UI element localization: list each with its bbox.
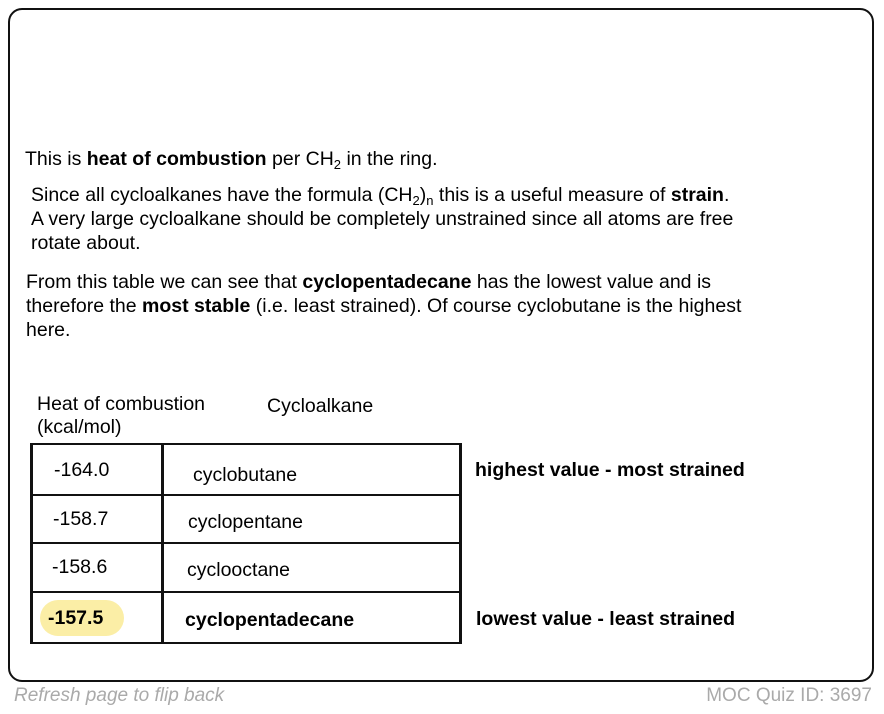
header-heat-line1: Heat of combustion [37, 393, 206, 415]
conclusion-paragraph-line1: From this table we can see that cyclopentadecane has the lowest value and is [26, 271, 712, 293]
header-cycloalkane: Cycloalkane [267, 395, 374, 417]
conclusion-paragraph-line3: here. [26, 319, 71, 341]
table-row-divider [30, 494, 461, 496]
table-bottom-border [30, 642, 461, 644]
heat-value: -157.5 [48, 607, 104, 629]
heat-value: -164.0 [54, 459, 110, 481]
table-top-border [30, 443, 461, 445]
quiz-id: MOC Quiz ID: 3697 [706, 685, 872, 706]
table-row-divider [30, 542, 461, 544]
conclusion-paragraph-line2: therefore the most stable (i.e. least strained). Of course cyclobutane is the highest [26, 295, 742, 317]
cycloalkane-name: cyclobutane [193, 464, 298, 486]
cycloalkane-name: cyclooctane [187, 559, 290, 581]
header-heat-line2: (kcal/mol) [37, 416, 122, 438]
heat-value: -158.7 [53, 508, 109, 530]
flashcard [8, 8, 874, 682]
cycloalkane-name: cyclopentadecane [185, 609, 355, 631]
intro-line: This is heat of combustion per $CH_2$ in the ring. [25, 148, 438, 172]
table-row-divider [30, 591, 461, 593]
strain-paragraph-line3: rotate about. [31, 232, 141, 254]
table-left-border [30, 443, 33, 644]
table-column-divider [161, 443, 164, 644]
cycloalkane-name: cyclopentane [188, 511, 303, 533]
refresh-flip-link[interactable]: Refresh page to flip back [14, 685, 225, 706]
row-annotation: lowest value - least strained [476, 608, 736, 630]
strain-paragraph-line2: A very large cycloalkane should be completely unstrained since all atoms are free [31, 208, 734, 230]
heat-value: -158.6 [52, 556, 108, 578]
row-annotation: highest value - most strained [475, 459, 745, 481]
strain-paragraph-line1: Since all cycloalkanes have the formula $(CH_2)_n$ this is a useful measure of strain. [31, 184, 730, 208]
table-right-border [459, 443, 462, 644]
